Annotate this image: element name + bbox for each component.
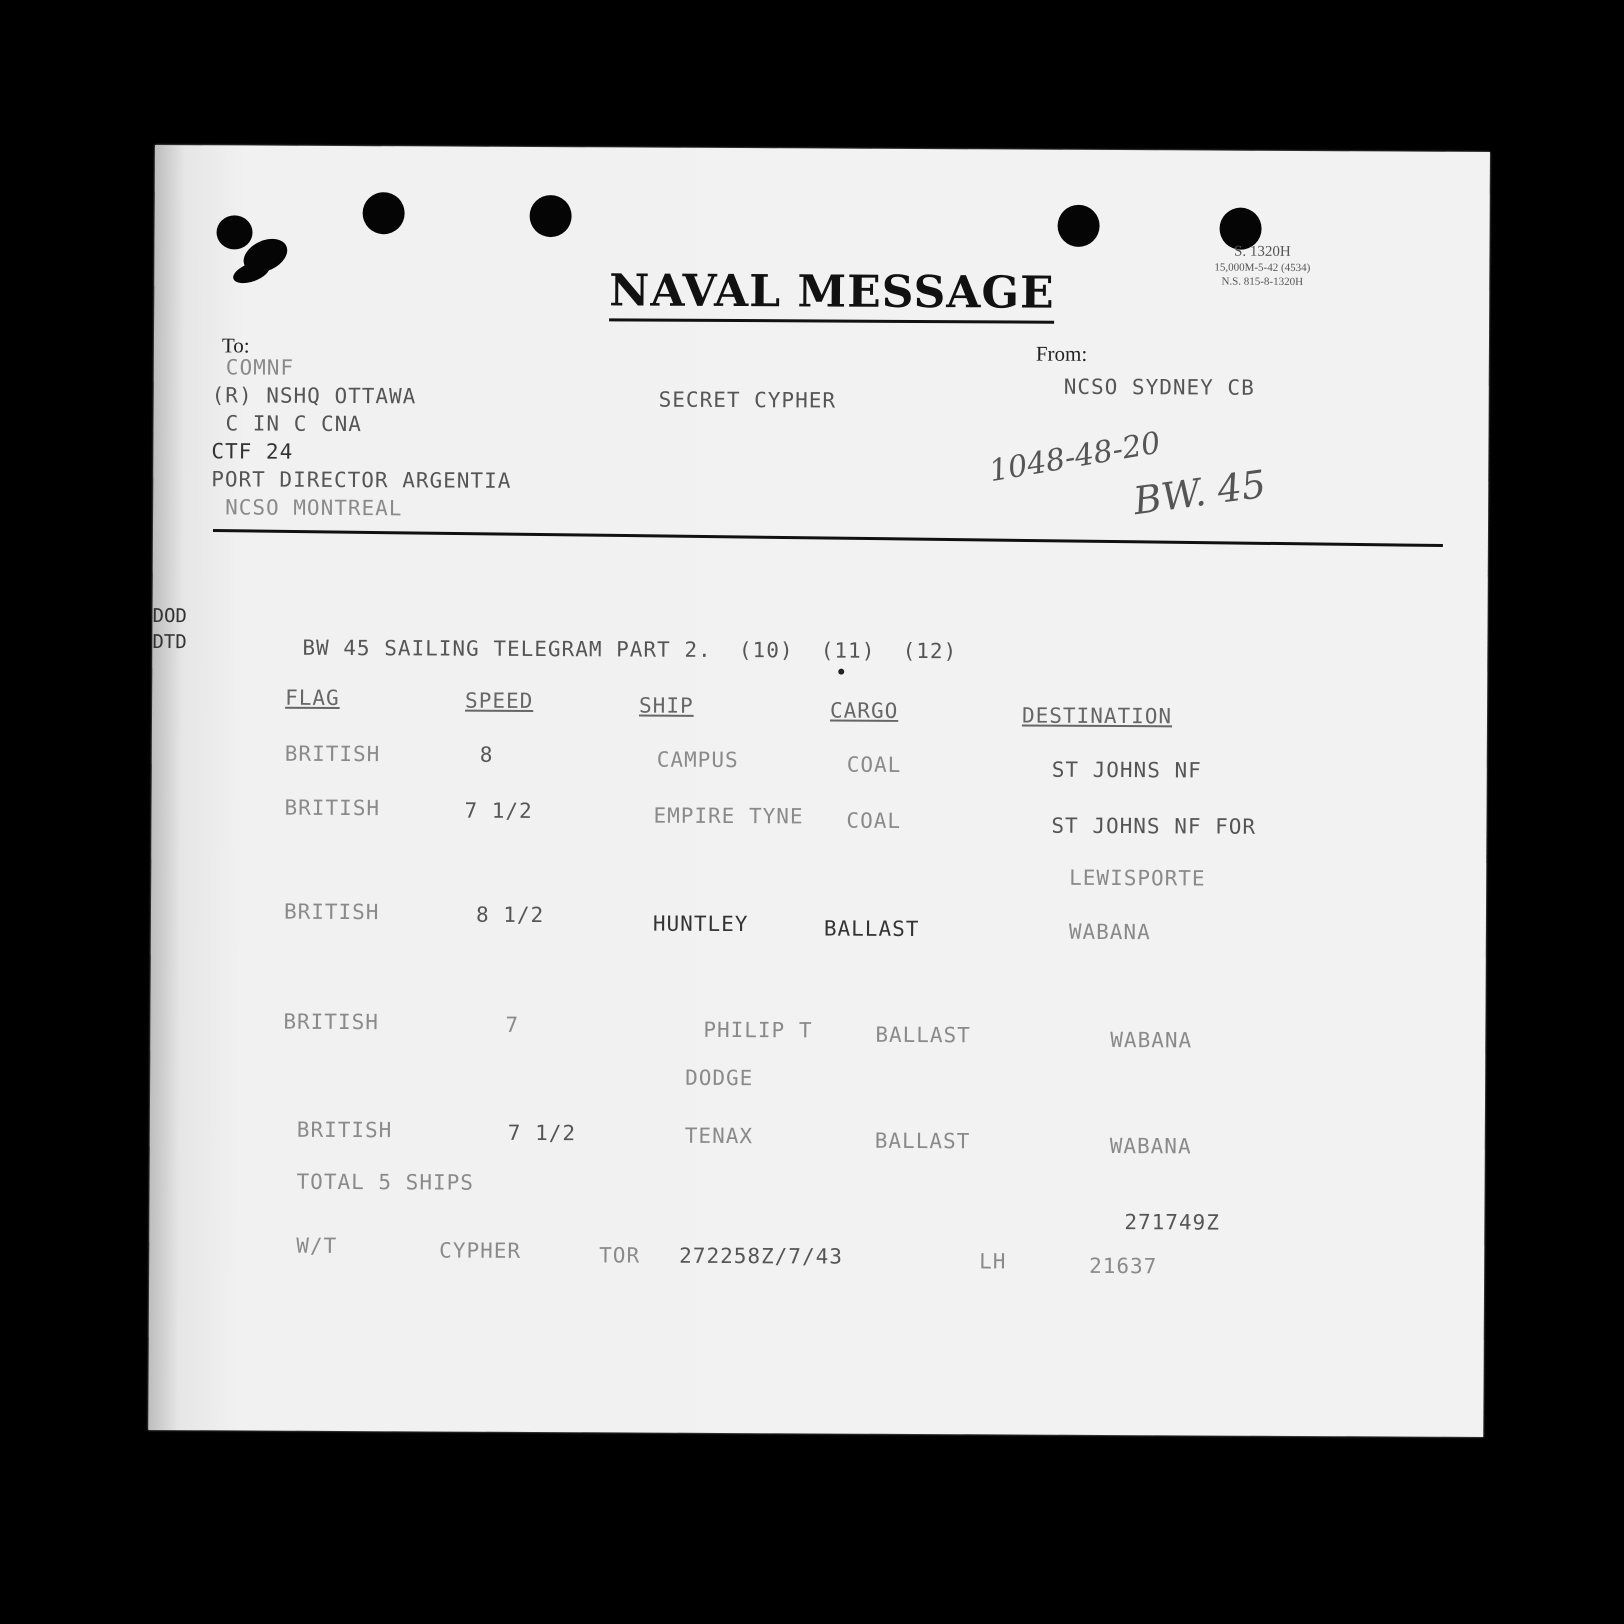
- print-line-1: 15,000M-5-42 (4534): [1214, 261, 1311, 274]
- subject-line: BW 45 SAILING TELEGRAM PART 2. (10) (11) (12): [302, 635, 958, 664]
- total-line: TOTAL 5 SHIPS: [296, 1169, 475, 1195]
- column-header: SPEED: [465, 688, 534, 713]
- column-header: FLAG: [285, 685, 340, 710]
- ink-blot: [155, 145, 1490, 152]
- cargo-cell: COAL: [846, 752, 902, 777]
- classification: SECRET CYPHER: [658, 387, 837, 413]
- margin-note: DOD: [152, 604, 187, 628]
- destination-cell: WABANA: [1109, 1134, 1192, 1159]
- method: W/T: [296, 1233, 338, 1258]
- time-of-receipt: 272258Z/7/43: [679, 1243, 843, 1269]
- mode: CYPHER: [439, 1238, 522, 1263]
- operator-number: 21637: [1089, 1253, 1158, 1279]
- cargo-cell: BALLAST: [874, 1128, 971, 1154]
- form-title: NAVAL MESSAGE: [609, 265, 1055, 323]
- ship-cell: PHILIP T: [703, 1017, 813, 1043]
- flag-cell: BRITISH: [284, 741, 381, 767]
- speed-cell: 7: [505, 1012, 520, 1037]
- header-rule: [213, 529, 1443, 547]
- destination-cell: WABANA: [1110, 1028, 1193, 1053]
- cargo-cell: COAL: [846, 808, 902, 833]
- to-line: CTF 24: [211, 439, 294, 464]
- flag-cell: BRITISH: [284, 795, 381, 821]
- destination-cell-continued: LEWISPORTE: [1069, 865, 1206, 891]
- flag-cell: BRITISH: [296, 1117, 393, 1143]
- tor-label: TOR: [599, 1243, 641, 1268]
- to-line: PORT DIRECTOR ARGENTIA: [211, 467, 512, 493]
- to-line: COMNF: [225, 355, 295, 380]
- print-line-2: N.S. 815-8-1320H: [1221, 275, 1304, 288]
- punch-hole: [363, 192, 405, 234]
- punch-hole: [530, 195, 572, 237]
- to-line: (R) NSHQ OTTAWA: [211, 383, 417, 409]
- cargo-cell: BALLAST: [875, 1022, 971, 1048]
- ship-cell: EMPIRE TYNE: [653, 803, 804, 829]
- operator-label: LH: [979, 1249, 1007, 1274]
- ship-cell-continued: DODGE: [685, 1065, 754, 1091]
- handwritten-convoy: BW. 45: [1130, 461, 1269, 524]
- flag-cell: BRITISH: [283, 899, 380, 925]
- to-line: C IN C CNA: [225, 411, 363, 437]
- form-number: S. 1320H: [1234, 243, 1291, 260]
- to-line: NCSO MONTREAL: [225, 495, 403, 521]
- cargo-cell: BALLAST: [823, 916, 920, 942]
- flag-cell: BRITISH: [283, 1009, 379, 1035]
- date-time-group: 271749Z: [1124, 1210, 1220, 1235]
- destination-cell: ST JOHNS NF FOR: [1051, 813, 1257, 839]
- to-label: To:: [221, 333, 250, 358]
- handwritten-reference: 1048-48-20: [986, 425, 1164, 490]
- margin-note: DTD: [152, 630, 187, 654]
- column-header: SHIP: [639, 693, 694, 718]
- ship-cell: HUNTLEY: [652, 911, 749, 937]
- destination-cell: ST JOHNS NF: [1051, 757, 1202, 783]
- ship-cell: CAMPUS: [656, 747, 739, 773]
- speed-cell: 7 1/2: [464, 798, 533, 823]
- message-form: [148, 145, 1490, 1437]
- from-value: NCSO SYDNEY CB: [1063, 374, 1255, 400]
- form-number-block: [1214, 243, 1310, 290]
- ship-cell: TENAX: [684, 1123, 754, 1149]
- ink-speck: [838, 669, 844, 675]
- punch-hole: [1057, 205, 1099, 247]
- column-header: DESTINATION: [1021, 703, 1173, 729]
- speed-cell: 8: [479, 742, 494, 767]
- column-header: CARGO: [829, 698, 899, 723]
- from-label: From:: [1035, 341, 1088, 366]
- speed-cell: 7 1/2: [507, 1120, 577, 1146]
- speed-cell: 8 1/2: [475, 902, 545, 928]
- destination-cell: WABANA: [1068, 919, 1151, 945]
